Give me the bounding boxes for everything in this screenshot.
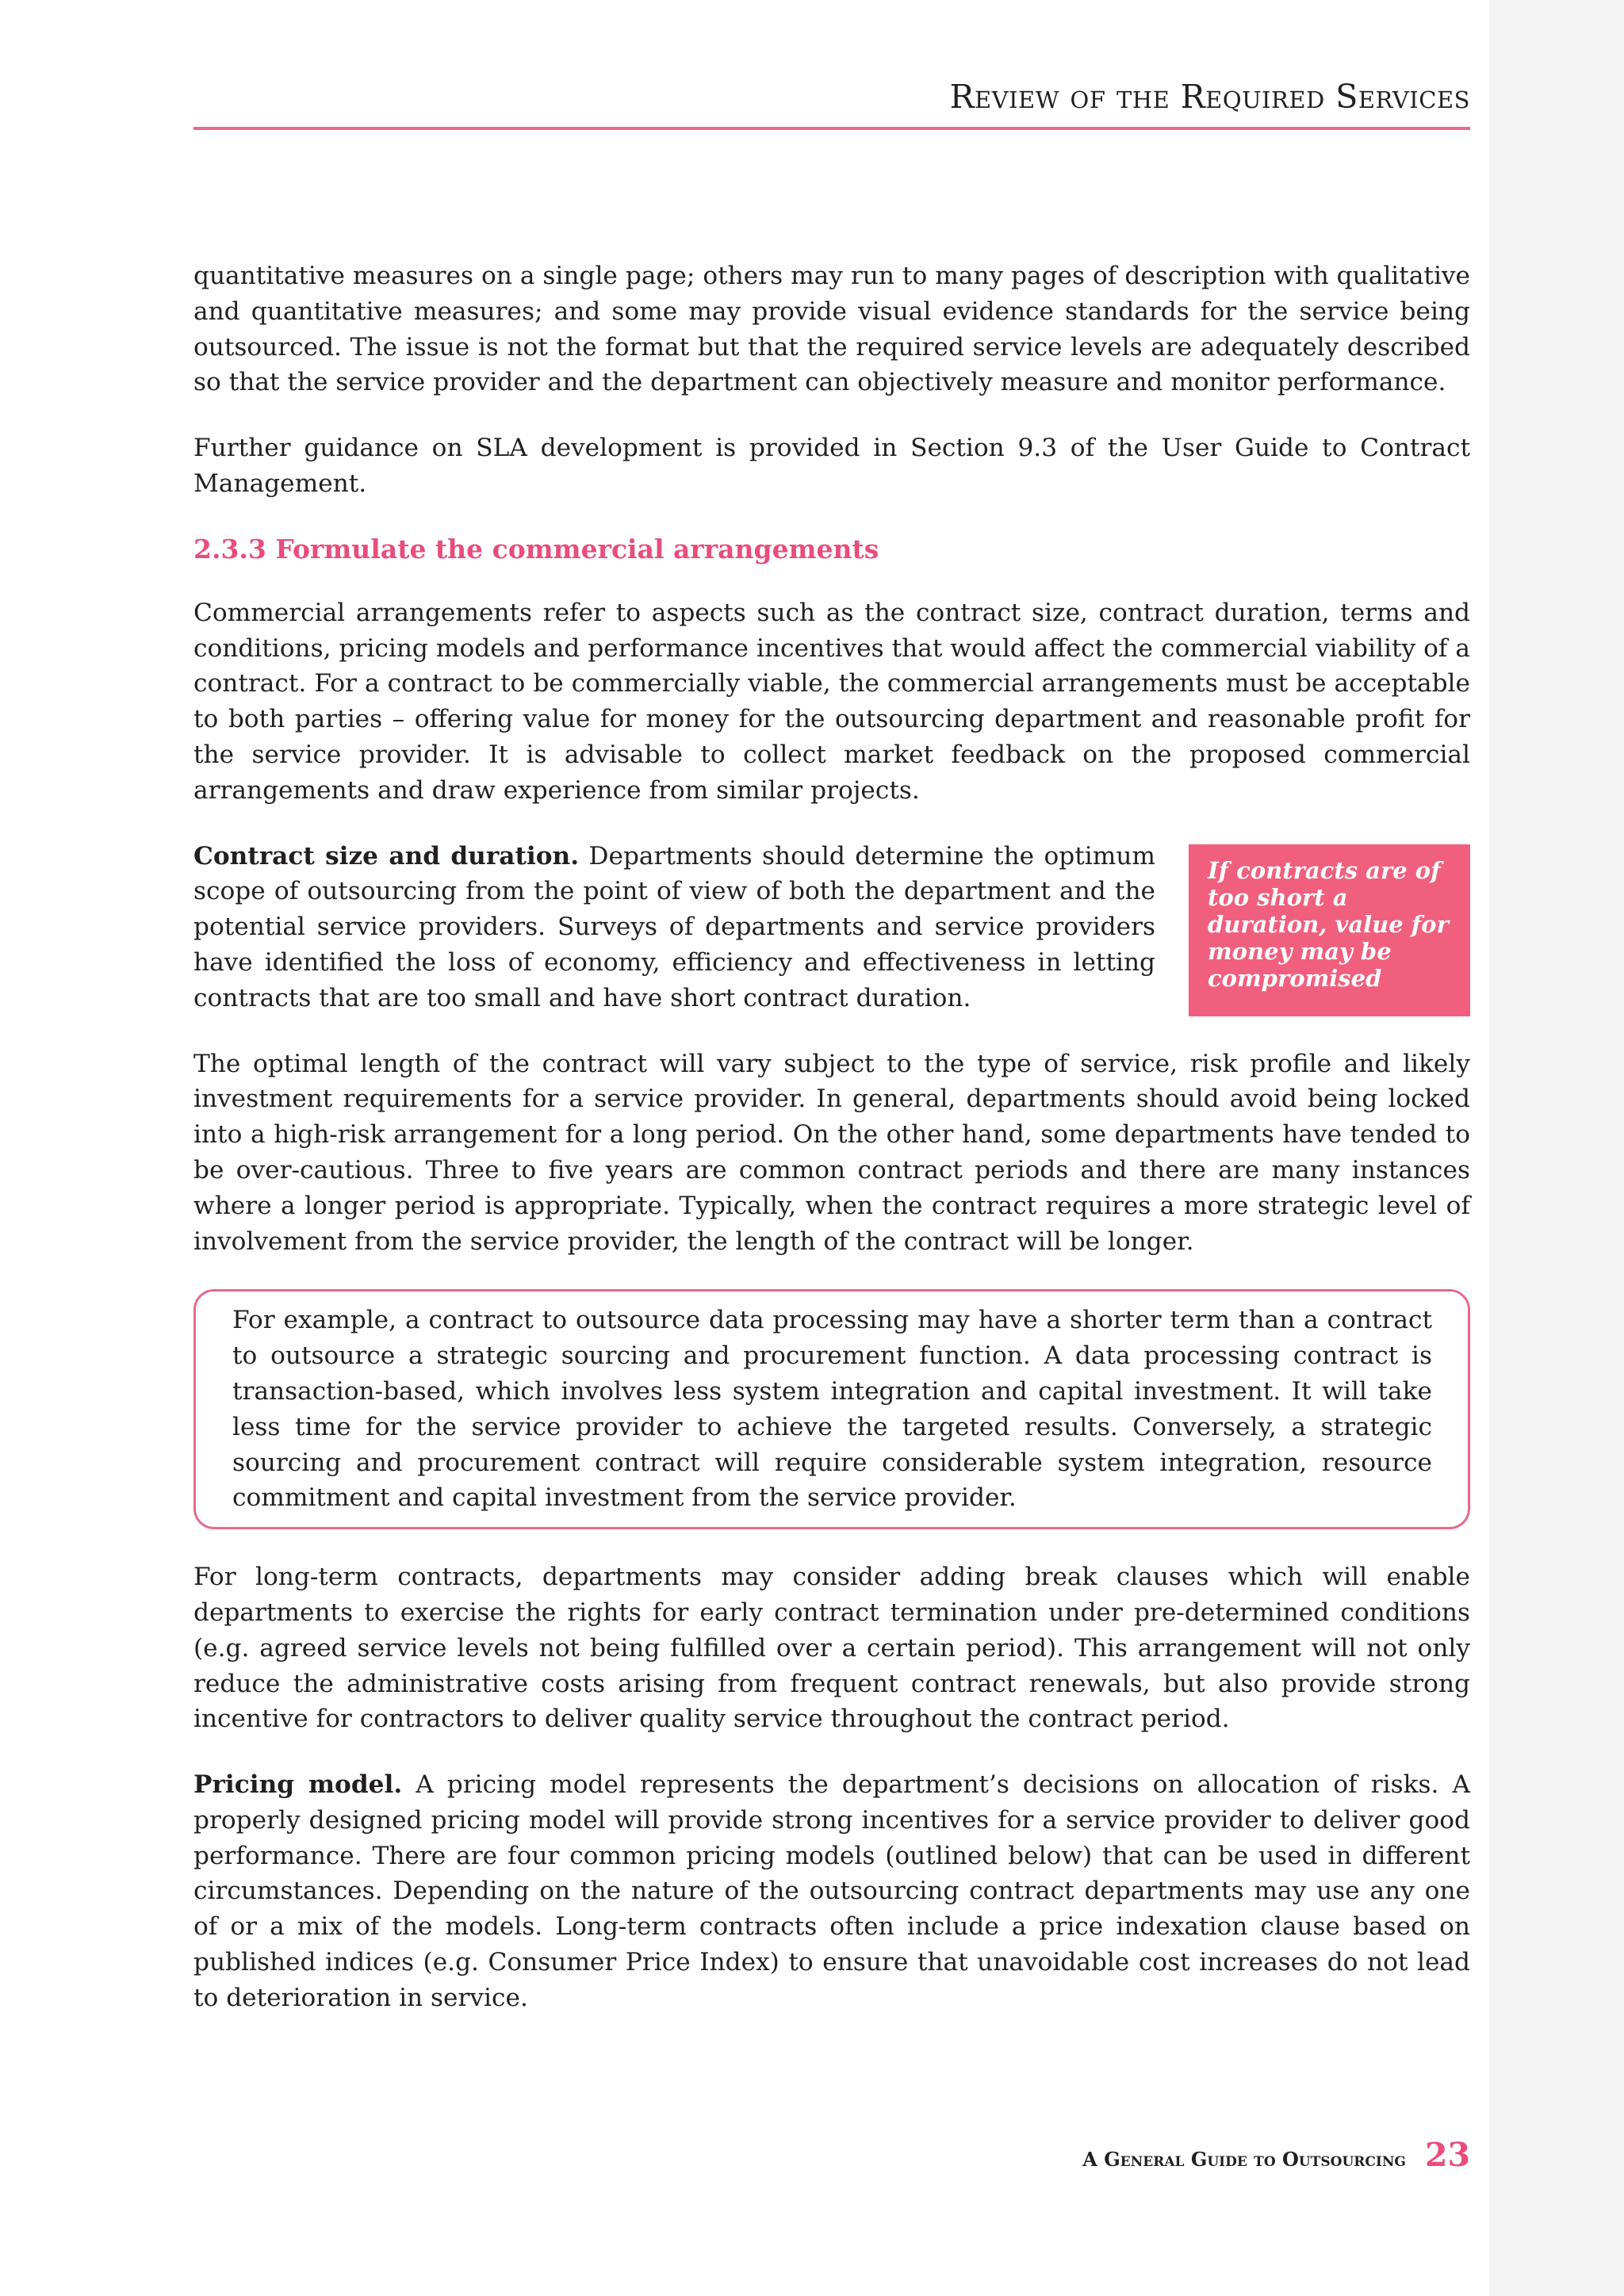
margin-callout: If contracts are of too short a duration, value for money may be compromised: [1189, 844, 1470, 1016]
page-footer: [1082, 2136, 1470, 2174]
page-margin-strip: [1489, 0, 1624, 2296]
paragraph-contract-length: The optimal length of the contract will vary subject to the type of service, risk profile and likely investment requirements for a service provider. In general, departments should avoid being locked into a high-risk arrangement for a long period. On the other hand, some departments have tended to be over-cautious. Three to five years are common contract periods and there are many instances where a longer period is appropriate. Typically, when the contract requires a more strategic level of involvement from the service provider, the length of the contract will be longer.: [193, 1049, 1470, 1256]
example-box: [193, 1289, 1470, 1529]
body-text: [193, 258, 1470, 2046]
paragraph-break-clauses: For long-term contracts, departments may consider adding break clauses which will enable departments to exercise the rights for early contract termination under pre-determined conditions (e.g. agreed service levels not being fulfilled over a certain period). This arrangement will not only reduce the administrative costs arising from frequent contract renewals, but also provide strong incentive for contractors to deliver quality service throughout the contract period.: [193, 1563, 1470, 1734]
contract-size-block: [193, 839, 1470, 1016]
paragraph-sla-guidance: Further guidance on SLA development is provided in Section 9.3 of the User Guide to Contract Management.: [193, 434, 1470, 498]
contract-size-text: Departments should determine the optimum scope of outsourcing from the point of view of both the department and the potential service providers. Surveys of departments and service providers have identified the loss of economy, efficiency and effectiveness in letting contracts that are too small and have short contract duration.: [193, 841, 1155, 1012]
header-rule: [193, 127, 1470, 130]
paragraph-commercial-arrangements: Commercial arrangements refer to aspects such as the contract size, contract duration, terms and conditions, pricing models and performance incentives that would affect the commercial viability of a contract. For a contract to be commercially viable, the commercial arrangements must be acceptable to both parties – offering value for money for the outsourcing department and reasonable profit for the service provider. It is advisable to collect market feedback on the proposed commercial arrangements and draw experience from similar projects.: [193, 598, 1470, 805]
paragraph-sla-formats: quantitative measures on a single page; others may run to many pages of description with qualitative and quantitative measures; and some may provide visual evidence standards for the service being outsourced. The issue is not the format but that the required service levels are adequately described so that the service provider and the department can objectively measure and monitor performance.: [193, 262, 1470, 397]
example-text: For example, a contract to outsource data processing may have a shorter term than a contract to outsource a strategic sourcing and procurement function. A data processing contract is transaction-based, which involves less system integration and capital investment. It will take less time for the service provider to achieve the targeted results. Conversely, a strategic sourcing and procurement contract will require considerable system integration, resource commitment and capital investment from the service provider.: [232, 1306, 1432, 1513]
paragraph-pricing-model: [193, 1767, 1470, 2016]
run-in-heading-pricing-model: Pricing model.: [193, 1770, 403, 1800]
page-number: 23: [1424, 2136, 1470, 2174]
footer-title: A General Guide to Outsourcing: [1082, 2148, 1406, 2171]
run-in-heading-contract-size: Contract size and duration.: [193, 841, 580, 871]
running-head: Review of the Required Services: [949, 78, 1470, 116]
section-heading: 2.3.3 Formulate the commercial arrangements: [193, 533, 879, 564]
paragraph-contract-size: [193, 839, 1155, 1016]
pricing-model-text: A pricing model represents the department’s decisions on allocation of risks. A properly designed pricing model will provide strong incentives for a service provider to deliver good performance. There are four common pricing models (outlined below) that can be used in different circumstances. Depending on the nature of the outsourcing contract departments may use any one of or a mix of the models. Long-term contracts often include a price indexation clause based on published indices (e.g. Consumer Price Index) to ensure that unavoidable cost increases do not lead to deterioration in service.: [193, 1770, 1470, 2012]
